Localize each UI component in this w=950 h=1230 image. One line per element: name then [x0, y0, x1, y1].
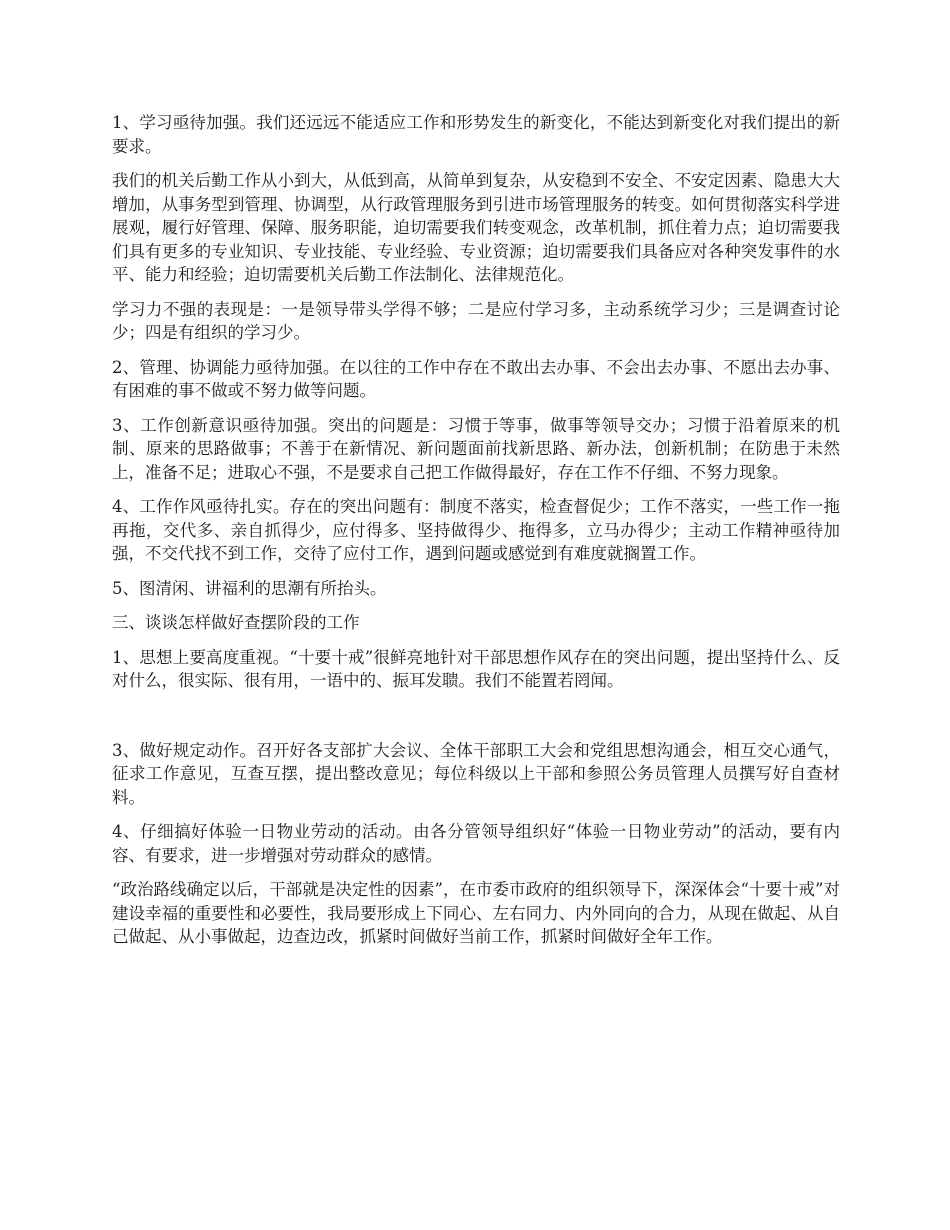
paragraph-logistics: 我们的机关后勤工作从小到大，从低到高，从简单到复杂，从安稳到不安全、不安定因素、隐患大大增加，从事务型到管理、协调型，从行政管理服务到引进市场管理服务的转变。如何贯彻落实科学进展观，履行好管理、保障、服务职能，迫切需要我们转变观念，改革机制，抓住着力点；迫切需要我们具有更多的专业知识、专业技能、专业经验、专业资源；迫切需要我们具备应对各种突发事件的水平、能力和经验；迫切需要机关后勤工作法制化、法律规范化。: [112, 171, 840, 284]
section-heading-3: 三、谈谈怎样做好查摆阶段的工作: [112, 613, 360, 632]
paragraph-attention: 1、思想上要高度重视。“十要十戒”很鲜亮地针对干部思想作风存在的突出问题，提出坚持什么、反对什么，很实际、很有用，一语中的、振耳发聩。我们不能置若罔闻。: [112, 647, 840, 690]
paragraph-study-weakness: 学习力不强的表现是：一是领导带头学得不够；二是应付学习多，主动系统学习少；三是调查讨论少；四是有组织的学习少。: [112, 299, 840, 342]
paragraph-study: 1、学习亟待加强。我们还远远不能适应工作和形势发生的新变化，不能达到新变化对我们提出的新要求。: [112, 113, 840, 156]
document-body: [112, 111, 840, 960]
paragraph-work-style: 4、工作作风亟待扎实。存在的突出问题有：制度不落实，检查督促少；工作不落实，一些工作一拖再拖，交代多、亲自抓得少，应付得多、坚持做得少、拖得多，立马办得少；主动工作精神亟待加强，不交代找不到工作，交待了应付工作，遇到问题或感觉到有难度就搁置工作。: [112, 497, 840, 563]
paragraph-management: 2、管理、协调能力亟待加强。在以往的工作中存在不敢出去办事、不会出去办事、不愿出去办事、有困难的事不做或不努力做等问题。: [112, 357, 840, 400]
paragraph-innovation: 3、工作创新意识亟待加强。突出的问题是：习惯于等事，做事等领导交办；习惯于沿着原来的机制、原来的思路做事；不善于在新情况、新问题面前找新思路、新办法，创新机制；在防患于未然上，准备不足；进取心不强，不是要求自己把工作做得最好，存在工作不仔细、不努力现象。: [112, 415, 840, 482]
paragraph-labor-experience: 4、仔细搞好体验一日物业劳动的活动。由各分管领导组织好“体验一日物业劳动”的活动，要有内容、有要求，进一步增强对劳动群众的感情。: [112, 822, 840, 865]
paragraph-conclusion: “政治路线确定以后，干部就是决定性的因素”，在市委市政府的组织领导下，深深体会“十要十戒”对建设幸福的重要性和必要性，我局要形成上下同心、左右同力、内外同向的合力，从现在做起、从自己做起、从小事做起，边查边改，抓紧时间做好当前工作，抓紧时间做好全年工作。: [112, 880, 840, 946]
paragraph-welfare: 5、图清闲、讲福利的思潮有所抬头。: [112, 578, 387, 598]
paragraph-required-actions: 3、做好规定动作。召开好各支部扩大会议、全体干部职工大会和党组思想沟通会，相互交心通气，征求工作意见，互查互摆，提出整改意见；每位科级以上干部和参照公务员管理人员撰写好自查材料。: [112, 740, 840, 807]
